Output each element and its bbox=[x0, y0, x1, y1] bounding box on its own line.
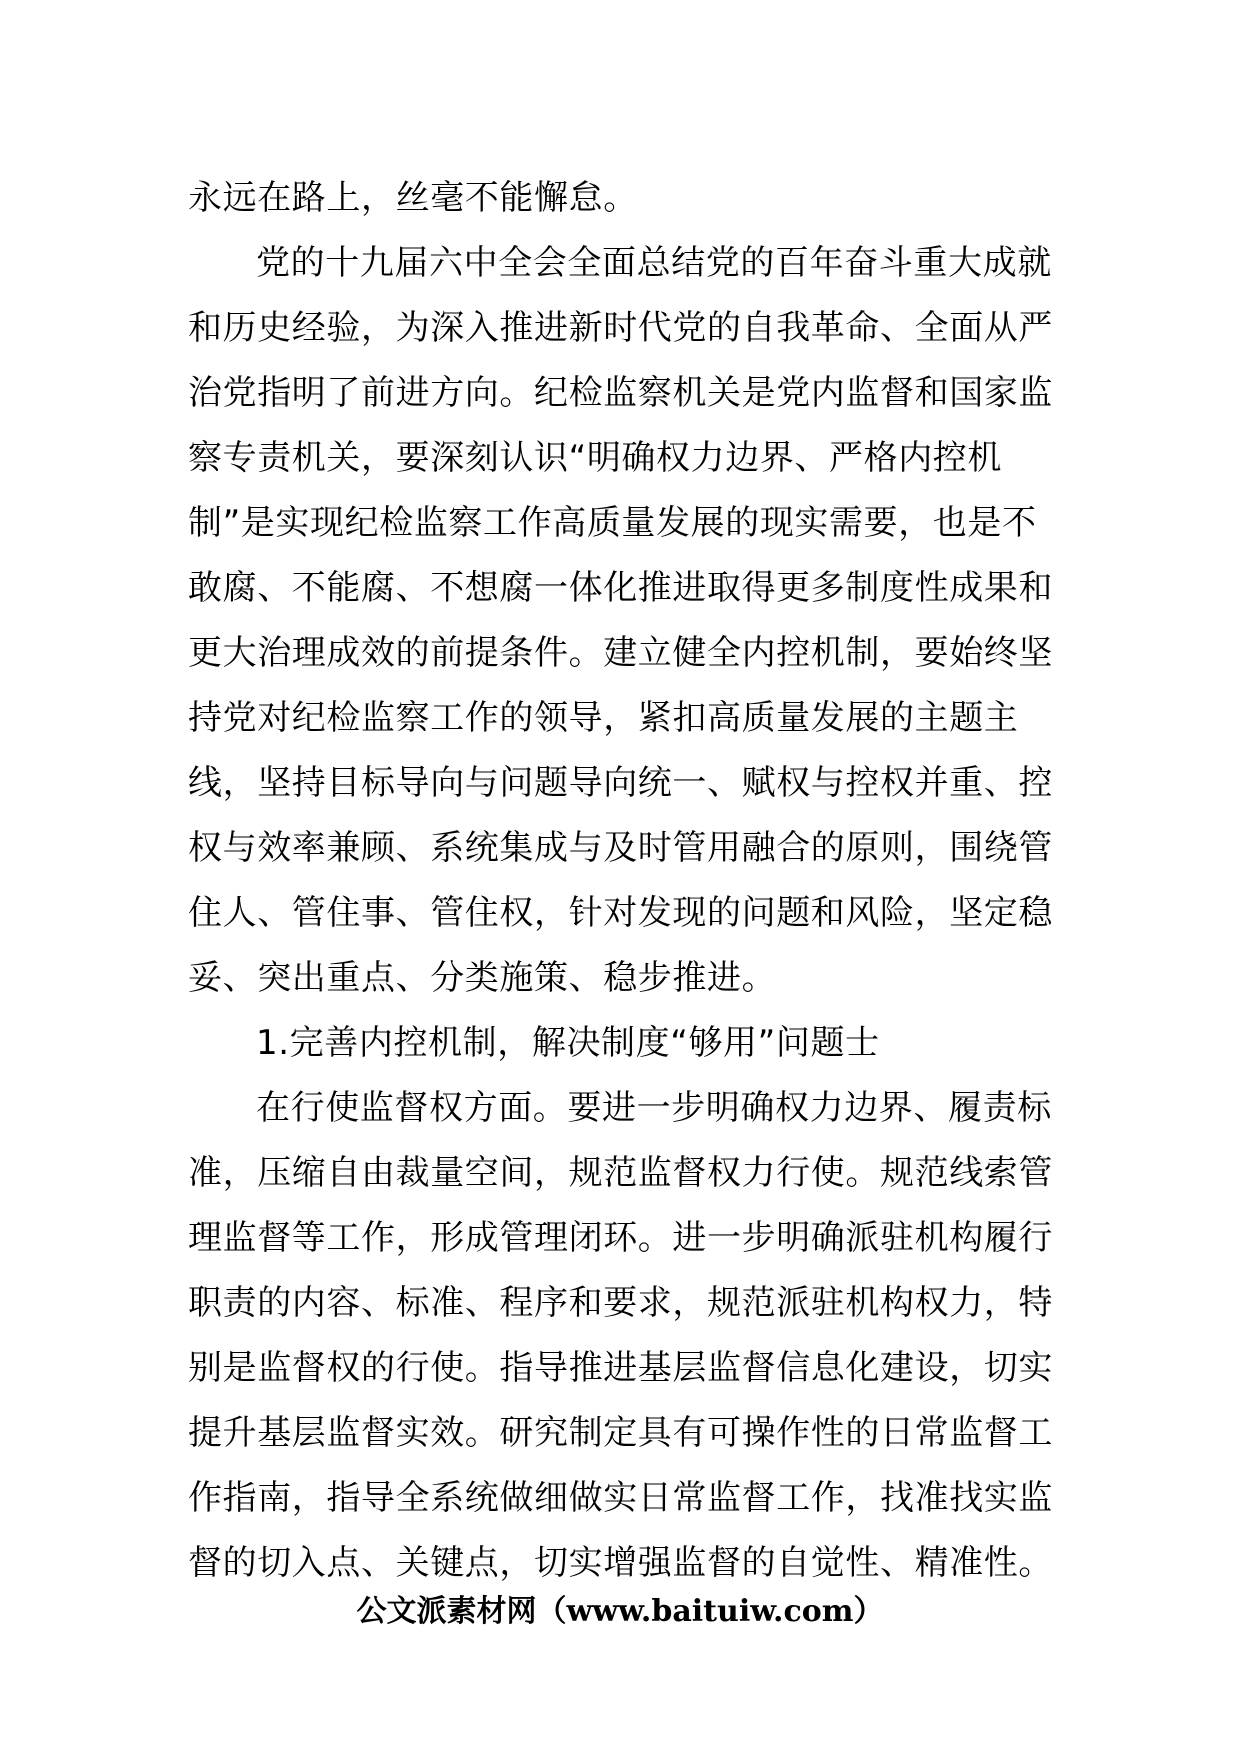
text-line: 在行使监督权方面。要进一步明确权力边界、履责标 bbox=[256, 1088, 1052, 1128]
text-line: 督的切入点、关键点，切实增强监督的自觉性、精准性。 bbox=[188, 1543, 1053, 1583]
text-line: 更大治理成效的前提条件。建立健全内控机制，要始终坚 bbox=[188, 633, 1053, 673]
text-line: 职责的内容、标准、程序和要求，规范派驻机构权力，特 bbox=[188, 1283, 1053, 1323]
body-text bbox=[188, 166, 1068, 1596]
text-line: 线，坚持目标导向与问题导向统一、赋权与控权并重、控 bbox=[188, 763, 1053, 803]
text-line: 治党指明了前进方向。纪检监察机关是党内监督和国家监 bbox=[188, 373, 1053, 413]
text-line: 作指南，指导全系统做细做实日常监督工作，找准找实监 bbox=[188, 1478, 1053, 1518]
footer-watermark: 公文派素材网（www.baituiw.com） bbox=[356, 1594, 884, 1629]
text-line: 权与效率兼顾、系统集成与及时管用融合的原则，围绕管 bbox=[188, 828, 1053, 868]
text-line: 准，压缩自由裁量空间，规范监督权力行使。规范线索管 bbox=[188, 1153, 1053, 1193]
text-line: 妥、突出重点、分类施策、稳步推进。 bbox=[188, 958, 777, 998]
text-line: 党的十九届六中全会全面总结党的百年奋斗重大成就 bbox=[256, 243, 1052, 283]
text-line: 敢腐、不能腐、不想腐一体化推进取得更多制度性成果和 bbox=[188, 568, 1053, 608]
text-line: 别是监督权的行使。指导推进基层监督信息化建设，切实 bbox=[188, 1348, 1053, 1388]
text-line: 提升基层监督实效。研究制定具有可操作性的日常监督工 bbox=[188, 1413, 1053, 1453]
text-line: 永远在路上，丝毫不能懈怠。 bbox=[188, 178, 638, 218]
text-line: 察专责机关，要深刻认识“明确权力边界、严格内控机 bbox=[188, 438, 1003, 478]
text-line: 制”是实现纪检监察工作高质量发展的现实需要，也是不 bbox=[188, 503, 1037, 543]
text-line: 和历史经验，为深入推进新时代党的自我革命、全面从严 bbox=[188, 308, 1053, 348]
text-line: 理监督等工作，形成管理闭环。进一步明确派驻机构履行 bbox=[188, 1218, 1053, 1258]
section-heading: 1.完善内控机制，解决制度“够用”问题士 bbox=[256, 1023, 880, 1063]
text-line: 持党对纪检监察工作的领导，紧扣高质量发展的主题主 bbox=[188, 698, 1019, 738]
text-line: 住人、管住事、管住权，针对发现的问题和风险，坚定稳 bbox=[188, 893, 1053, 933]
